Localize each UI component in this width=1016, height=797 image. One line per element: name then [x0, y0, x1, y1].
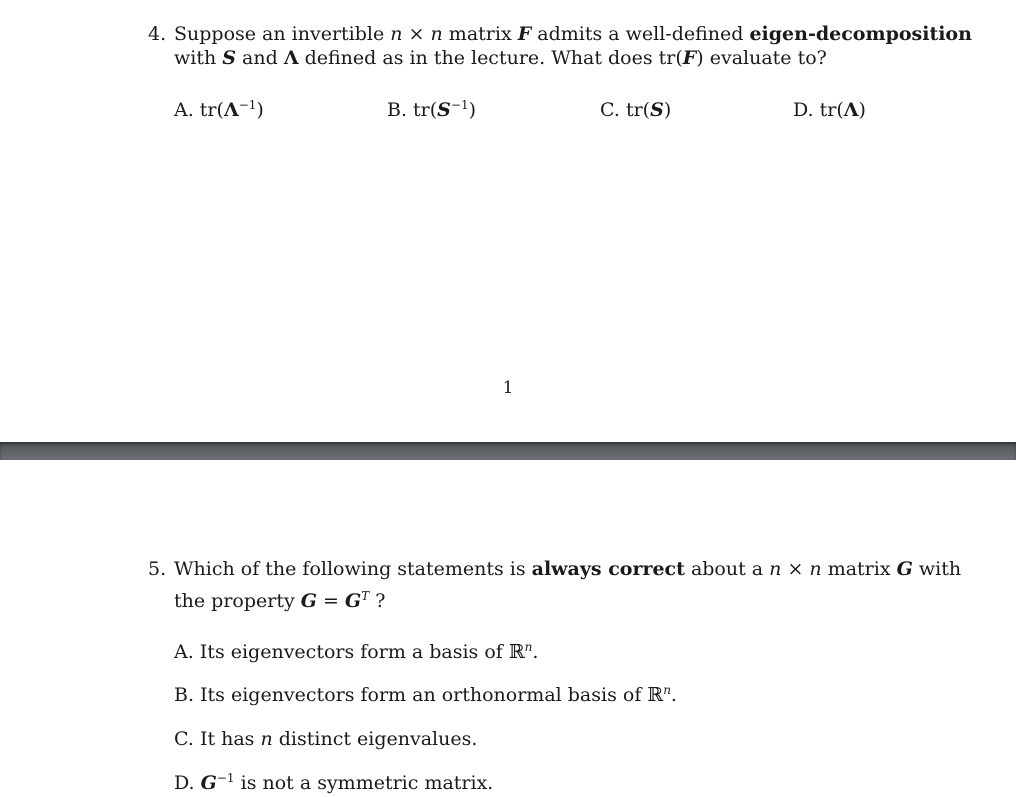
question-4-option-b: B. $tr(S^{-1})$ [387, 98, 477, 121]
question-5-option-c: C. It has n distinct eigenvalues. [174, 728, 478, 750]
question-5-option-d: D. $G^{-1}$ is not a symmetric matrix. [174, 771, 494, 794]
question-4-stem-line-1: Suppose an invertible n × n matrix F admits a well-defined eigen-decomposition [174, 23, 972, 45]
question-5-option-b: B. Its eigenvectors form an orthonormal basis of ℝ$^n$. [174, 683, 677, 706]
question-4-option-c: C. tr(S) [600, 99, 672, 121]
question-5-number: 5. [148, 558, 167, 580]
question-4-stem-line-2: with S and Λ defined as in the lecture. What does tr(F) evaluate to? [174, 47, 827, 69]
question-4-option-d: D. tr(Λ) [793, 99, 866, 121]
page-separator [0, 442, 1016, 460]
page-number: 1 [502, 378, 514, 398]
question-5-stem-line-2: the property $G = G^T$ ? [174, 589, 386, 612]
question-5-stem-line-1: Which of the following statements is always correct about a n × n matrix G with [174, 558, 962, 580]
question-4-number: 4. [148, 23, 167, 45]
question-4-option-a: A. $tr(\Lambda^{-1})$ [174, 98, 264, 121]
pdf-page-2 [0, 460, 1016, 797]
question-5-option-a: A. Its eigenvectors form a basis of ℝ$^n$. [174, 640, 539, 663]
